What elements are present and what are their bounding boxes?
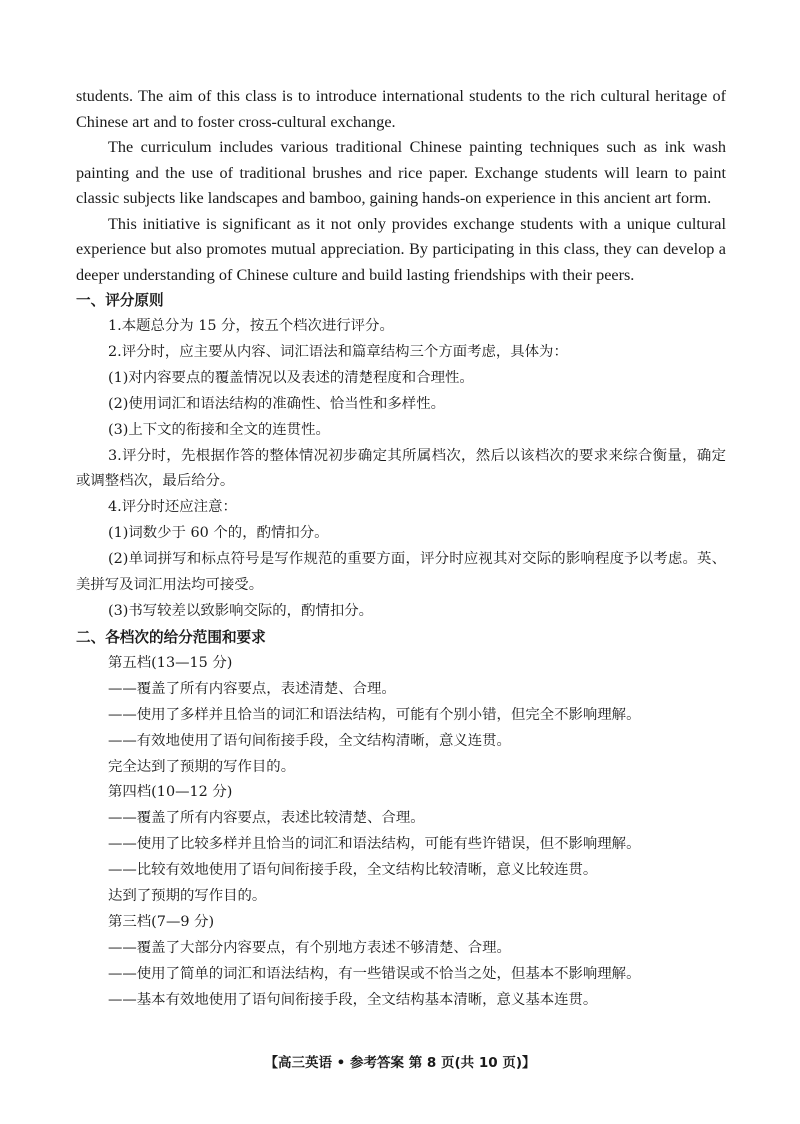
level-5-title: 第五档(13—15 分) [108,654,233,671]
level-4-title: 第四档(10—12 分) [108,784,233,801]
level-3-criterion-cohesion: ——基本有效地使用了语句间衔接手段，全文结构基本清晰，意义基本连贯。 [108,991,598,1008]
principle-2-item-3: (3)上下文的衔接和全文的连贯性。 [108,421,330,438]
level-3-criterion-content: ——覆盖了大部分内容要点，有个别地方表述不够清楚、合理。 [108,939,511,956]
level-5-criterion-content: ——覆盖了所有内容要点，表述清楚、合理。 [108,680,396,697]
level-3-criterion-language: ——使用了简单的词汇和语法结构，有一些错误或不恰当之处，但基本不影响理解。 [108,965,641,982]
level-4-criterion-cohesion: ——比较有效地使用了语句间衔接手段，全文结构比较清晰，意义比较连贯。 [108,862,598,879]
principle-2-item-1: (1)对内容要点的覆盖情况以及表述的清楚程度和合理性。 [108,369,474,386]
page-footer: 【高三英语 • 参考答案 第 8 页(共 10 页)】 [264,1055,536,1071]
principle-4-item-2: (2)单词拼写和标点符号是写作规范的重要方面，评分时应视其对交际的影响程度予以考虑。英、美拼写及词汇用法均可接受。 [76,551,726,594]
essay-paragraph-3: This initiative is significant as it not only provides exchange students with a unique cultural experience but also promotes mutual appreciation. By participating in this class, they can develop a deeper understanding of Chinese culture and build lasting friendships with their peers. [76,214,726,284]
principle-1: 1.本题总分为 15 分，按五个档次进行评分。 [108,318,394,334]
essay-paragraph-1-continued: students. The aim of this class is to introduce international students to the rich cultural heritage of Chinese art and to foster cross-cultural exchange. [76,87,726,131]
section-heading-principles: 一、评分原则 [76,292,164,309]
essay-paragraph-2: The curriculum includes various traditional Chinese painting techniques such as ink wash painting and the use of traditional brushes and rice paper. Exchange students will learn to paint classic subjects like landscapes and bamboo, gaining hands-on experience in this ancient art form. [76,138,726,207]
principle-2: 2.评分时，应主要从内容、词汇语法和篇章结构三个方面考虑，具体为： [108,343,568,360]
level-3-title: 第三档(7—9 分) [108,913,215,930]
level-4-criterion-language: ——使用了比较多样并且恰当的词汇和语法结构，可能有些许错误，但不影响理解。 [108,836,641,853]
principle-3: 3.评分时，先根据作答的整体情况初步确定其所属档次，然后以该档次的要求来综合衡量，确定或调整档次，最后给分。 [76,447,726,490]
level-5-criterion-cohesion: ——有效地使用了语句间衔接手段，全文结构清晰，意义连贯。 [108,732,511,749]
level-4-criterion-content: ——覆盖了所有内容要点，表述比较清楚、合理。 [108,810,425,827]
section-heading-levels: 二、各档次的给分范围和要求 [76,628,266,646]
principle-4-item-3: (3)书写较差以致影响交际的，酌情扣分。 [108,602,374,619]
principle-2-item-2: (2)使用词汇和语法结构的准确性、恰当性和多样性。 [108,395,445,412]
answer-page [76,84,726,1014]
principle-4: 4.评分时还应注意： [108,499,237,516]
level-5-criterion-language: ——使用了多样并且恰当的词汇和语法结构，可能有个别小错，但完全不影响理解。 [108,706,641,723]
principle-4-item-1: (1)词数少于 60 个的，酌情扣分。 [108,525,329,542]
level-5-goal: 完全达到了预期的写作目的。 [108,758,296,775]
level-4-goal: 达到了预期的写作目的。 [108,888,267,905]
